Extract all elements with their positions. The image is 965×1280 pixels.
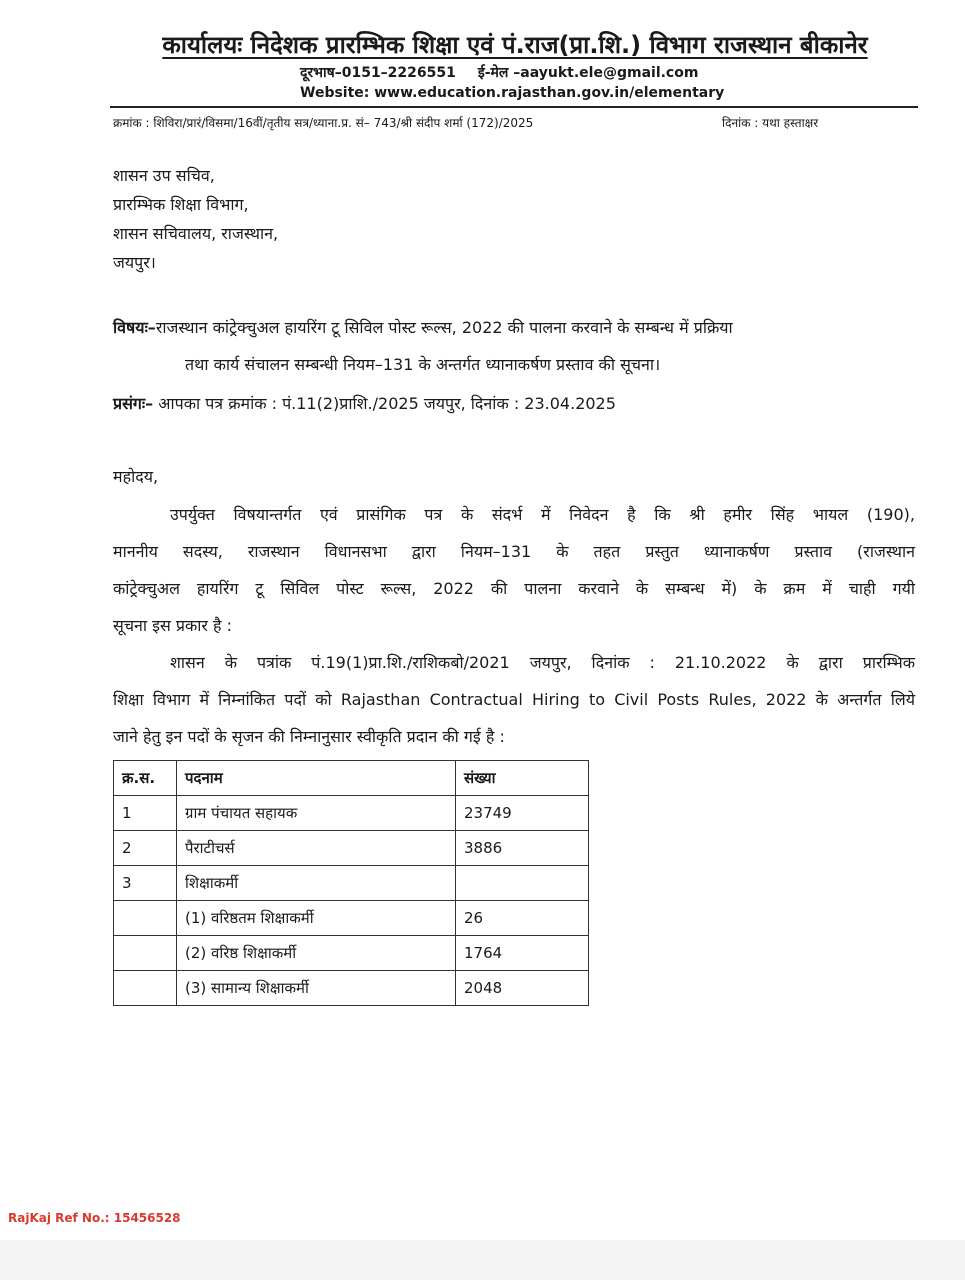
paragraph-line: शिक्षा विभाग में निम्नांकित पदों को Rajasthan Contractual Hiring to Civil Posts Rules, 2022 के अन्तर्गत लिये: [113, 690, 915, 709]
phone-number: दूरभाष–0151–2226551: [300, 65, 456, 81]
paragraph-line: जाने हेतु इन पदों के सृजन की निम्नानुसार स्वीकृति प्रदान की गई है :: [113, 727, 505, 746]
posts-table: [113, 760, 589, 1006]
header-count: संख्या: [456, 761, 589, 796]
reference-number: क्रमांक : शिविरा/प्रारं/विसमा/16वीं/तृतीय सत्र/ध्याना.प्र. सं– 743/श्री संदीप शर्मा (172)/2025: [113, 116, 534, 130]
cell-serial: [114, 936, 177, 971]
salutation: महोदय,: [113, 467, 159, 486]
header-serial: क्र.स.: [114, 761, 177, 796]
cell-count: 3886: [456, 831, 589, 866]
rajkaj-reference: RajKaj Ref No.: 15456528: [8, 1211, 181, 1225]
cell-post-name: (1) वरिष्ठतम शिक्षाकर्मी: [177, 901, 456, 936]
table-row: [114, 901, 589, 936]
table-row: [114, 866, 589, 901]
header-post-name: पदनाम: [177, 761, 456, 796]
reference-date: दिनांक : यथा हस्ताक्षर: [722, 116, 819, 130]
addressee-line: जयपुर।: [113, 253, 156, 272]
context-text: आपका पत्र क्रमांक : पं.11(2)प्राशि./2025 जयपुर, दिनांक : 23.04.2025: [158, 394, 616, 413]
cell-count: 1764: [456, 936, 589, 971]
cell-serial: 2: [114, 831, 177, 866]
cell-serial: 1: [114, 796, 177, 831]
addressee-line: शासन उप सचिव,: [113, 166, 215, 185]
cell-post-name: (3) सामान्य शिक्षाकर्मी: [177, 971, 456, 1006]
subject-label: विषयः–: [113, 318, 156, 337]
bottom-margin: [0, 1240, 965, 1280]
subject-line: [113, 316, 733, 338]
cell-post-name: (2) वरिष्ठ शिक्षाकर्मी: [177, 936, 456, 971]
cell-count: 2048: [456, 971, 589, 1006]
table-row: [114, 796, 589, 831]
addressee-line: शासन सचिवालय, राजस्थान,: [113, 224, 279, 243]
paragraph-line: कांट्रेक्चुअल हायरिंग टू सिविल पोस्ट रूल्स, 2022 की पालना करवाने के सम्बन्ध में) के क्रम में चाही गयी: [113, 579, 915, 598]
cell-post-name: शिक्षाकर्मी: [177, 866, 456, 901]
context-label: प्रसंगः–: [113, 394, 154, 413]
office-title: कार्यालयः निदेशक प्रारम्भिक शिक्षा एवं पं.राज(प्रा.शि.) विभाग राजस्थान बीकानेर: [162, 31, 868, 59]
paragraph-line: शासन के पत्रांक पं.19(1)प्रा.शि./राशिकबो/2021 जयपुर, दिनांक : 21.10.2022 के द्वारा प्रारम्भिक: [170, 653, 915, 672]
table-row: [114, 971, 589, 1006]
website-line: Website: www.education.rajasthan.gov.in/elementary: [300, 85, 725, 101]
cell-post-name: पैराटीचर्स: [177, 831, 456, 866]
contact-line: [300, 63, 698, 82]
email-address: ई-मेल –aayukt.ele@gmail.com: [477, 65, 699, 81]
table-header-row: [114, 761, 589, 796]
cell-post-name: ग्राम पंचायत सहायक: [177, 796, 456, 831]
paragraph-line: उपर्युक्त विषयान्तर्गत एवं प्रासंगिक पत्र के संदर्भ में निवेदन है कि श्री हमीर सिंह भायल (190),: [170, 505, 915, 524]
cell-count: 26: [456, 901, 589, 936]
header-divider: [110, 106, 918, 108]
cell-serial: [114, 901, 177, 936]
context-line: [113, 392, 616, 414]
cell-count: [456, 866, 589, 901]
subject-line-2: तथा कार्य संचालन सम्बन्धी नियम–131 के अन्तर्गत ध्यानाकर्षण प्रस्ताव की सूचना।: [185, 355, 661, 374]
cell-count: 23749: [456, 796, 589, 831]
cell-serial: 3: [114, 866, 177, 901]
paragraph-line: सूचना इस प्रकार है :: [113, 616, 232, 635]
subject-text: राजस्थान कांट्रेक्चुअल हायरिंग टू सिविल पोस्ट रूल्स, 2022 की पालना करवाने के सम्बन्ध में प्रक्रिया: [155, 318, 733, 337]
table-row: [114, 936, 589, 971]
table-row: [114, 831, 589, 866]
cell-serial: [114, 971, 177, 1006]
addressee-line: प्रारम्भिक शिक्षा विभाग,: [113, 195, 249, 214]
paragraph-line: माननीय सदस्य, राजस्थान विधानसभा द्वारा नियम–131 के तहत प्रस्तुत ध्यानाकर्षण प्रस्ताव (राजस्थान: [113, 542, 915, 561]
